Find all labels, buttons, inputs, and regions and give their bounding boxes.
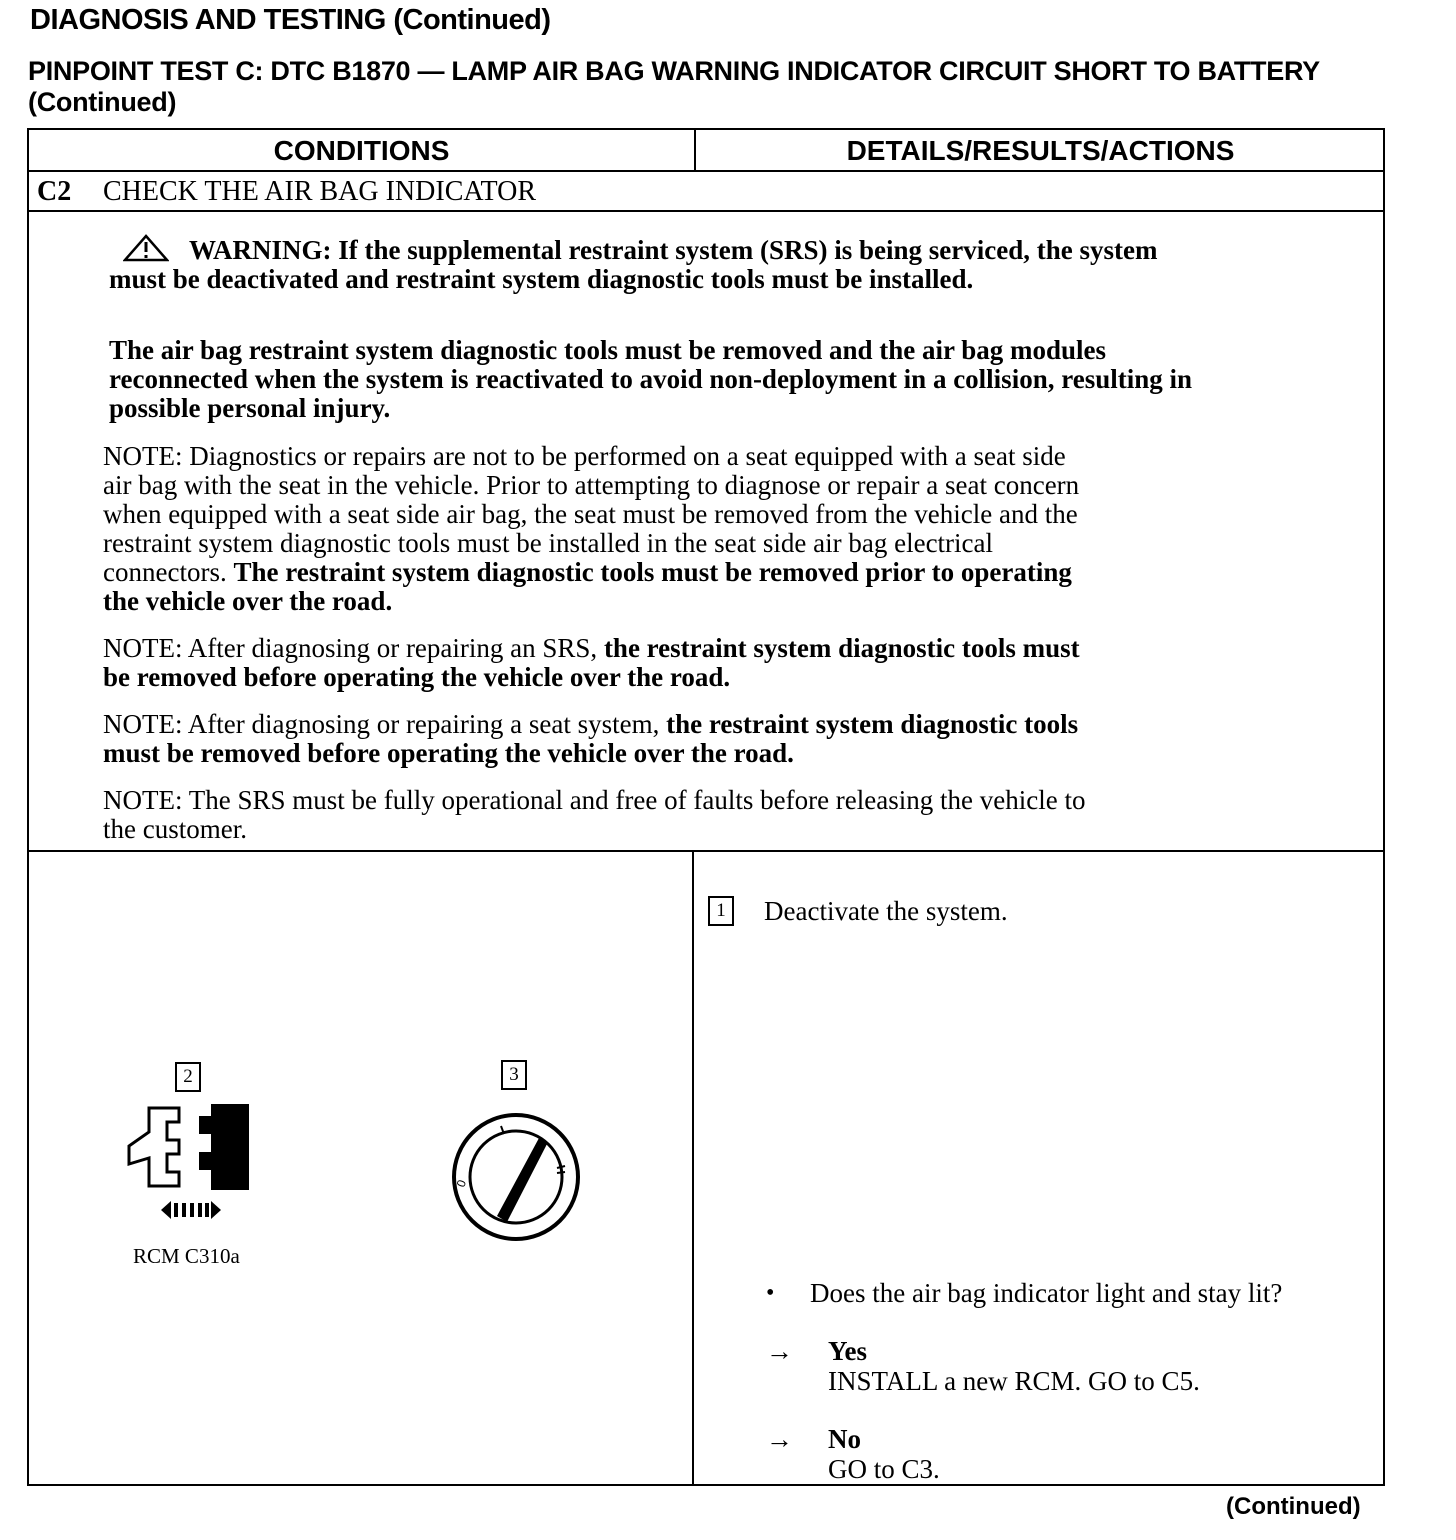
warning-line: possible personal injury. [109, 393, 391, 423]
note-4-line: NOTE: The SRS must be fully operational and free of faults before releasing the vehicle to [103, 785, 1086, 815]
note-emphasis: the restraint system diagnostic tools must [603, 633, 1080, 663]
step-1-box: 1 [708, 896, 734, 926]
callout-2: 2 [175, 1062, 201, 1092]
section-header: DIAGNOSIS AND TESTING (Continued) [30, 4, 551, 36]
step-row [29, 172, 1383, 212]
note-1-line: air bag with the seat in the vehicle. Prior to attempting to diagnose or repair a seat concern [103, 470, 1080, 500]
warning-line: WARNING: If the supplemental restraint system (SRS) is being serviced, the system [189, 235, 1158, 265]
bullet-icon: • [766, 1280, 775, 1306]
ignition-switch-icon [449, 1110, 583, 1244]
pinpoint-test-table [27, 128, 1385, 1486]
warning-triangle-icon [123, 234, 169, 262]
note-2-line: be removed before operating the vehicle over the road. [103, 662, 731, 692]
yes-label: Yes [828, 1336, 867, 1366]
arrow-right-icon: → [766, 1424, 793, 1454]
warning-line: The air bag restraint system diagnostic tools must be removed and the air bag modules [109, 335, 1107, 365]
svg-text:0: 0 [453, 1177, 470, 1190]
note-2-line [103, 634, 1193, 663]
question-text: Does the air bag indicator light and stay lit? [810, 1278, 1283, 1308]
conditions-column-header: CONDITIONS [29, 130, 696, 172]
actions-panel [694, 852, 1383, 1486]
note-1-line: when equipped with a seat side air bag, the seat must be removed from the vehicle and the [103, 499, 1078, 529]
details-column-header: DETAILS/RESULTS/ACTIONS [696, 130, 1385, 172]
warning-section [29, 212, 1383, 852]
note-text: NOTE: After diagnosing or repairing an SRS, [103, 633, 604, 663]
note-1-line: restraint system diagnostic tools must be installed in the seat side air bag electrical [103, 528, 994, 558]
connector-label: RCM C310a [133, 1244, 240, 1268]
step-title: CHECK THE AIR BAG INDICATOR [103, 176, 536, 207]
note-text: NOTE: After diagnosing or repairing a seat system, [103, 709, 667, 739]
note-4-line: the customer. [103, 814, 247, 844]
note-emphasis: The restraint system diagnostic tools must be removed prior to operating [233, 557, 1072, 587]
note-text: connectors. [103, 557, 234, 587]
note-3-line: must be removed before operating the vehicle over the road. [103, 738, 794, 768]
note-3-line [103, 710, 1193, 739]
pinpoint-test-title: PINPOINT TEST C: DTC B1870 — LAMP AIR BAG WARNING INDICATOR CIRCUIT SHORT TO BATTERY (Continued) [28, 56, 1320, 117]
note-emphasis: the restraint system diagnostic tools [666, 709, 1079, 739]
no-label: No [828, 1424, 861, 1454]
warning-line: reconnected when the system is reactivated to avoid non-deployment in a collision, resulting in [109, 364, 1192, 394]
step-1-text: Deactivate the system. [764, 896, 1008, 926]
warning-line: must be deactivated and restraint system diagnostic tools must be installed. [109, 264, 974, 294]
yes-action: INSTALL a new RCM. GO to C5. [828, 1366, 1200, 1396]
callout-3: 3 [501, 1060, 527, 1090]
illustration-panel [29, 852, 694, 1486]
continued-label: (Continued) [1226, 1493, 1361, 1520]
note-1-line: NOTE: Diagnostics or repairs are not to be performed on a seat equipped with a seat side [103, 441, 1066, 471]
note-1-line [103, 558, 1193, 587]
note-1-line: the vehicle over the road. [103, 586, 393, 616]
arrow-right-icon: → [766, 1336, 793, 1366]
no-action: GO to C3. [828, 1454, 940, 1484]
rcm-connector-icon [119, 1100, 259, 1230]
step-id: C2 [37, 176, 72, 207]
